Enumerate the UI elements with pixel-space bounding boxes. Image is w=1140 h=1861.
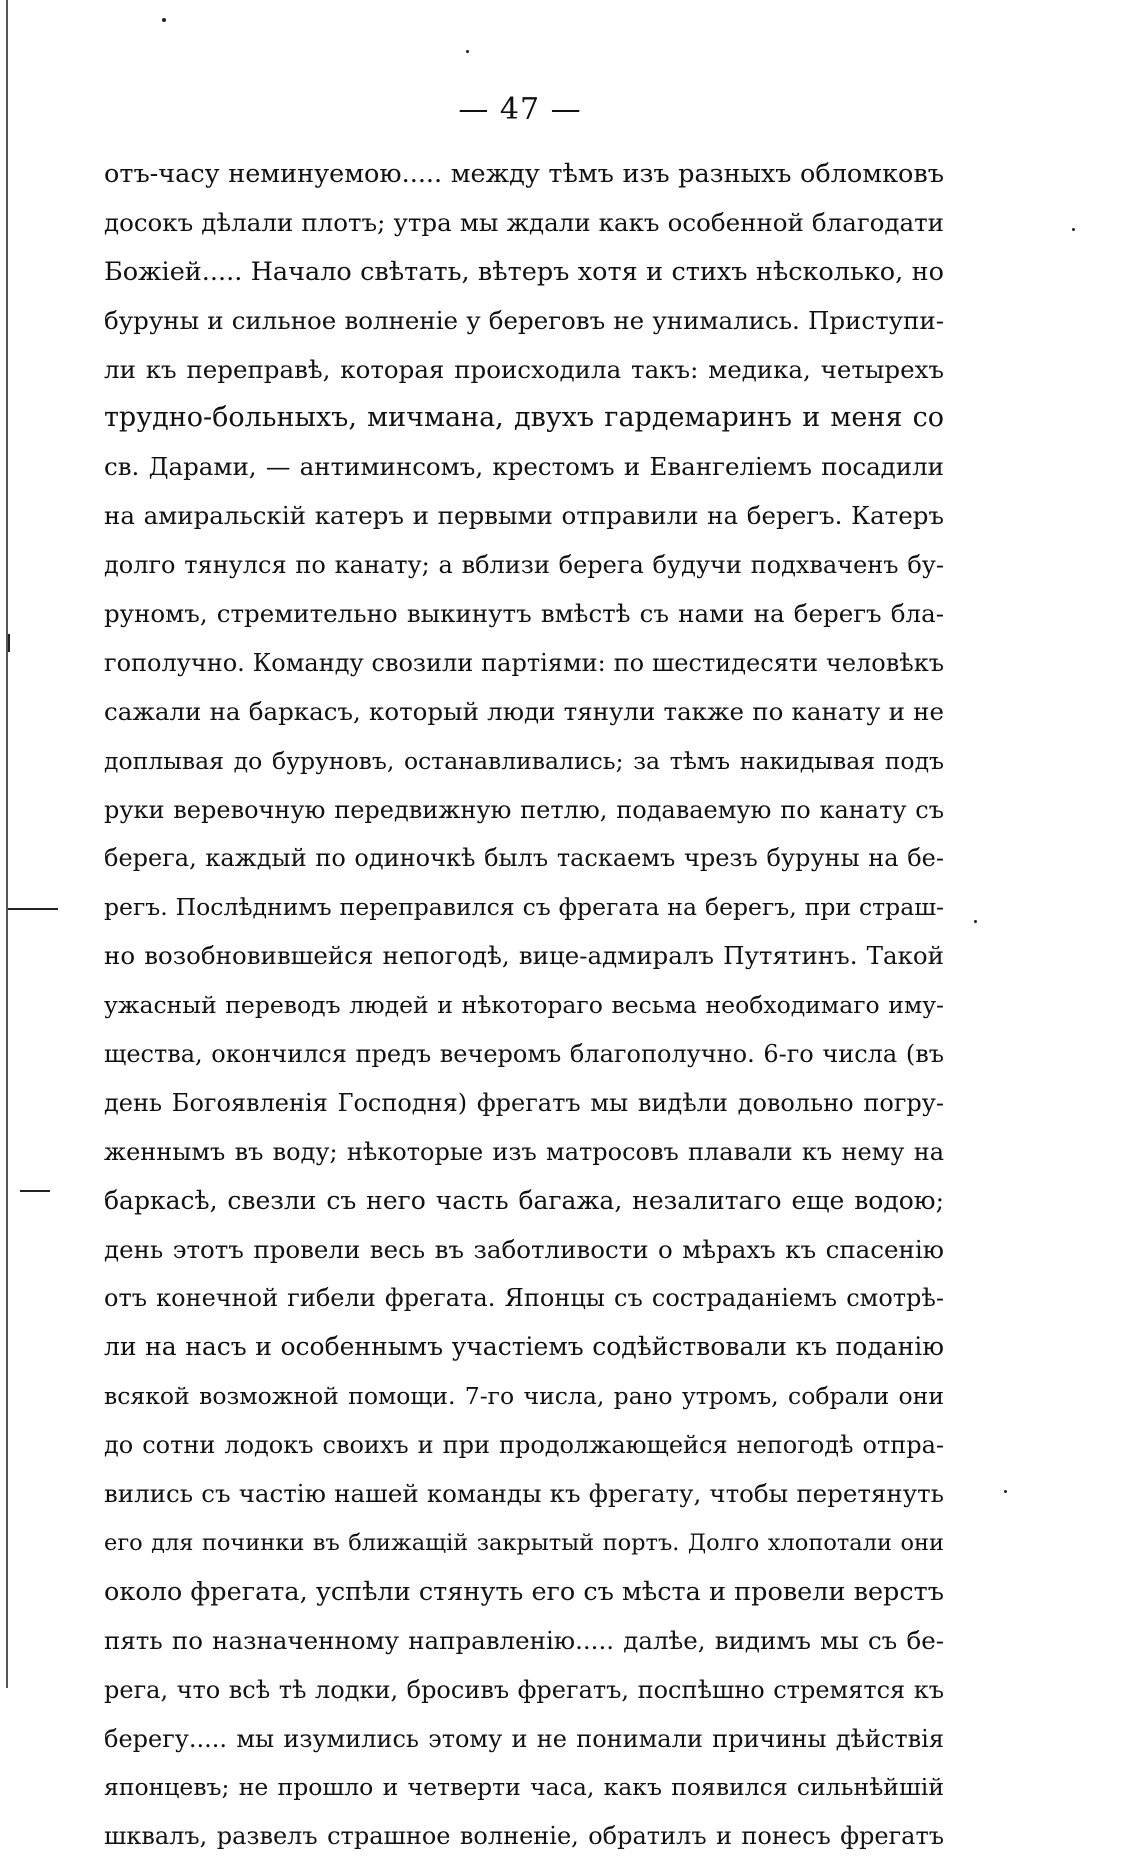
text-line: щества, окончился предъ вечеромъ благополучно. 6-го числа (въ [104, 1040, 944, 1069]
text-line: отъ-часу неминуемою..... между тѣмъ изъ разныхъ обломковъ [104, 159, 944, 189]
text-line: сажали на баркасъ, который люди тянули также по канату и не [104, 696, 944, 726]
text-line: пять по назначенному направленiю..... далѣе, видимъ мы съ бе- [104, 1625, 944, 1655]
text-line: регъ. Послѣднимъ переправился съ фрегата на берегъ, при страш- [104, 893, 944, 922]
text-line: доплывая до буруновъ, останавливались; за тѣмъ накидывая подъ [104, 746, 944, 775]
text-line: берегу..... мы изумились этому и не понимали причины дѣйствiя [104, 1724, 944, 1753]
text-line: день Богоявленiя Господня) фрегатъ мы видѣли довольно погру- [104, 1088, 944, 1117]
text-line: но возобновившейся непогодѣ, вице-адмиралъ Путятинъ. Такой [104, 941, 944, 971]
text-line: шквалъ, развелъ страшное волненiе, обратилъ и понесъ фрегатъ [104, 1822, 944, 1851]
text-line: берега, каждый по одиночкѣ былъ таскаемъ чрезъ буруны на бе- [104, 844, 944, 873]
text-line: всякой возможной помощи. 7-го числа, рано утромъ, собрали они [104, 1382, 944, 1411]
scan-dot [1004, 1490, 1007, 1493]
text-line: японцевъ; не прошло и четверти часа, какъ появился сильнѣйшiй [104, 1773, 944, 1802]
text-line: баркасѣ, свезли съ него часть багажа, незалитаго еще водою; [104, 1185, 944, 1215]
scan-dot [466, 50, 469, 53]
text-line: руномъ, стремительно выкинутъ вмѣстѣ съ нами на берегъ бла- [104, 599, 944, 629]
text-line: долго тянулся по канату; а вблизи берега будучи подхваченъ бу- [104, 551, 944, 580]
text-line: трудно-больныхъ, мичмана, двухъ гардемаринъ и меня со [104, 402, 944, 434]
text-line: на амиральскiй катеръ и первыми отправили на берегъ. Катеръ [104, 501, 944, 531]
text-line: св. Дарами, — антиминсомъ, крестомъ и Евангелiемъ посадили [104, 452, 944, 482]
text-line: около фрегата, успѣли стянуть его съ мѣста и провели верстъ [104, 1576, 944, 1607]
text-line: ли къ переправѣ, которая происходила такъ: медика, четырехъ [104, 354, 944, 384]
text-line: ужасный переводъ людей и нѣкотораго весьма необходимаго иму- [104, 991, 944, 1020]
text-line: ли на насъ и особеннымъ участiемъ содѣйствовали къ поданiю [104, 1332, 944, 1362]
text-line: женнымъ въ воду; нѣкоторые изъ матросовъ плавали къ нему на [104, 1137, 944, 1166]
page-number: — 47 — [458, 92, 582, 127]
scan-dot [162, 18, 166, 22]
text-line: буруны и сильное волненiе у береговъ не унимались. Приступи- [104, 305, 944, 335]
scan-edge-line [6, 0, 8, 1688]
scan-tick-mark [8, 634, 10, 652]
text-line: Божiей..... Начало свѣтать, вѣтеръ хотя и стихъ нѣсколько, но [104, 256, 944, 287]
text-line: рега, что всѣ тѣ лодки, бросивъ фрегатъ, поспѣшно стремятся къ [104, 1675, 944, 1704]
text-line: руки веревочную передвижную петлю, подаваемую по канату съ [104, 795, 944, 824]
text-line: гополучно. Команду свозили партiями: по шестидесяти человѣкъ [104, 648, 944, 677]
text-line: до сотни лодокъ своихъ и при продолжающейся непогодѣ отпра- [104, 1431, 944, 1460]
scan-dash-mark [20, 1190, 50, 1192]
text-line: его для починки въ ближащiй закрытый портъ. Долго хлопотали они [104, 1529, 944, 1556]
scan-dot [974, 920, 977, 923]
body-text [104, 150, 944, 1861]
text-line: отъ конечной гибели фрегата. Японцы съ состраданiемъ смотрѣ- [104, 1284, 944, 1313]
text-line: вились съ частiю нашей команды къ фрегату, чтобы перетянуть [104, 1479, 944, 1509]
text-line: день этотъ провели весь въ заботливости о мѣрахъ къ спасенiю [104, 1234, 944, 1264]
scan-dot [1072, 228, 1075, 231]
text-line: досокъ дѣлали плотъ; утра мы ждали какъ особенной благодати [104, 207, 944, 237]
scan-dash-mark [8, 908, 58, 910]
